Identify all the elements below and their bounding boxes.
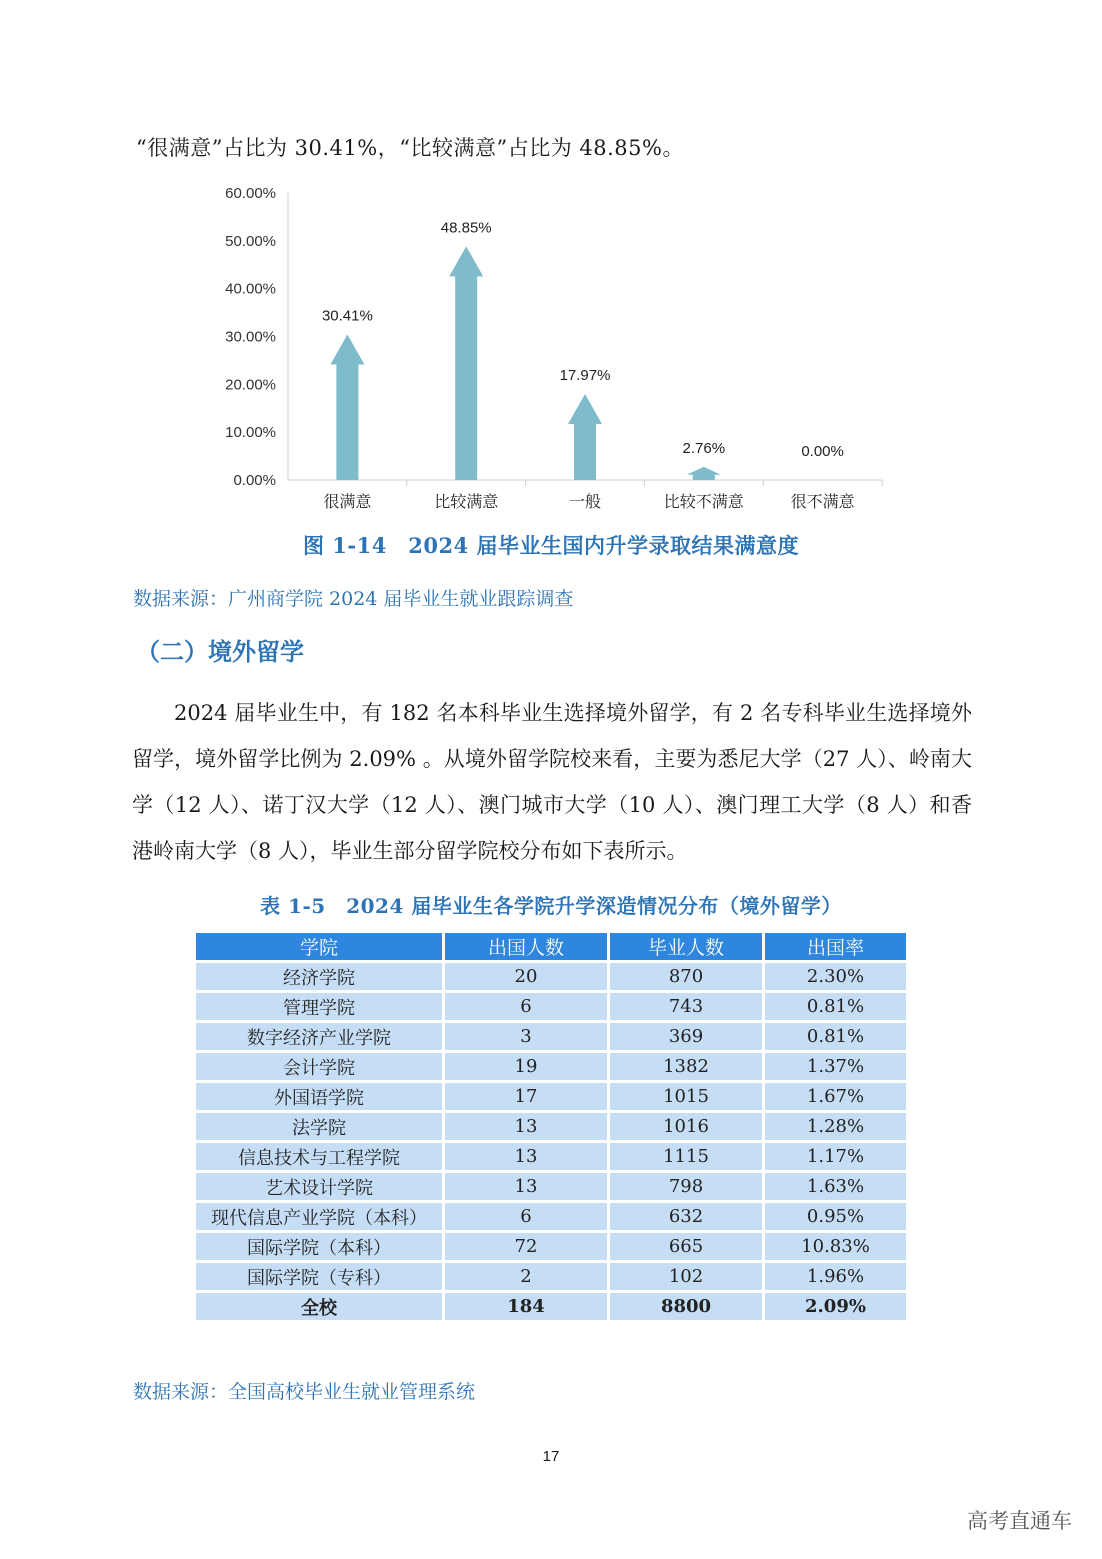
cell-college: 国际学院（本科） bbox=[196, 1233, 442, 1260]
cell-abroad-count: 6 bbox=[445, 993, 607, 1020]
cell-graduate-count: 102 bbox=[610, 1263, 762, 1290]
cell-abroad-rate: 1.67% bbox=[765, 1083, 906, 1110]
y-tick-label: 10.00% bbox=[225, 424, 276, 442]
cell-abroad-count: 2 bbox=[445, 1263, 607, 1290]
table-row bbox=[196, 1263, 906, 1290]
table-row bbox=[196, 1053, 906, 1080]
table-body bbox=[196, 963, 906, 1320]
cell-college: 法学院 bbox=[196, 1113, 442, 1140]
table-row bbox=[196, 963, 906, 990]
figure-source: 数据来源：广州商学院 2024 届毕业生就业跟踪调查 bbox=[133, 588, 574, 610]
cell-college: 数字经济产业学院 bbox=[196, 1023, 442, 1050]
cell-graduate-count: 1115 bbox=[610, 1143, 762, 1170]
table-row bbox=[196, 1023, 906, 1050]
cell-abroad-rate: 1.63% bbox=[765, 1173, 906, 1200]
page-number: 17 bbox=[542, 1448, 560, 1465]
table-source: 数据来源：全国高校毕业生就业管理系统 bbox=[133, 1381, 476, 1403]
cell-abroad-count: 13 bbox=[445, 1143, 607, 1170]
x-category-label: 一般 bbox=[568, 494, 602, 511]
section-heading: （二）境外留学 bbox=[136, 637, 304, 666]
satisfaction-bar-chart bbox=[200, 180, 900, 525]
y-tick-label: 0.00% bbox=[233, 472, 276, 489]
table-total-row bbox=[196, 1293, 906, 1320]
cell-college: 国际学院（专科） bbox=[196, 1263, 442, 1290]
total-graduate-count: 8800 bbox=[610, 1293, 762, 1320]
header-abroad-count: 出国人数 bbox=[445, 933, 607, 960]
total-abroad-count: 184 bbox=[445, 1293, 607, 1320]
cell-college: 会计学院 bbox=[196, 1053, 442, 1080]
cell-graduate-count: 665 bbox=[610, 1233, 762, 1260]
table-row bbox=[196, 1113, 906, 1140]
cell-abroad-rate: 0.81% bbox=[765, 993, 906, 1020]
cell-abroad-rate: 0.95% bbox=[765, 1203, 906, 1230]
bar-比较不满意 bbox=[687, 467, 721, 480]
table-row bbox=[196, 1203, 906, 1230]
table-row bbox=[196, 993, 906, 1020]
cell-abroad-count: 17 bbox=[445, 1083, 607, 1110]
cell-graduate-count: 1015 bbox=[610, 1083, 762, 1110]
cell-abroad-rate: 10.83% bbox=[765, 1233, 906, 1260]
cell-abroad-count: 13 bbox=[445, 1113, 607, 1140]
total-college: 全校 bbox=[196, 1293, 442, 1320]
bar-很满意 bbox=[330, 335, 364, 480]
cell-graduate-count: 743 bbox=[610, 993, 762, 1020]
cell-abroad-count: 3 bbox=[445, 1023, 607, 1050]
cell-college: 信息技术与工程学院 bbox=[196, 1143, 442, 1170]
cell-abroad-count: 20 bbox=[445, 963, 607, 990]
bar-一般 bbox=[568, 394, 602, 480]
data-label: 48.85% bbox=[440, 219, 492, 237]
y-tick-label: 30.00% bbox=[225, 328, 276, 346]
table-row bbox=[196, 1233, 906, 1260]
data-label: 2.76% bbox=[682, 439, 726, 457]
cell-abroad-count: 72 bbox=[445, 1233, 607, 1260]
total-abroad-rate: 2.09% bbox=[765, 1293, 906, 1320]
table-row bbox=[196, 1173, 906, 1200]
cell-abroad-rate: 1.17% bbox=[765, 1143, 906, 1170]
cell-college: 管理学院 bbox=[196, 993, 442, 1020]
cell-abroad-count: 6 bbox=[445, 1203, 607, 1230]
header-abroad-rate: 出国率 bbox=[765, 933, 906, 960]
x-category-label: 比较满意 bbox=[434, 494, 499, 511]
y-tick-label: 20.00% bbox=[225, 376, 276, 394]
y-tick-label: 40.00% bbox=[225, 280, 276, 298]
data-label: 17.97% bbox=[559, 367, 611, 385]
paragraph-text: 2024 届毕业生中，有 182 名本科毕业生选择境外留学，有 2 名专科毕业生选择境外留学，境外留学比例为 2.09% 。从境外留学院校来看，主要为悉尼大学（27 人）、岭南大学（12 人）、诺丁汉大学（12 人）、澳门城市大学（10 人）、澳门理工大学（8 人）和香港岭南大学（8 人），毕业生部分留学院校分布如下表所示。 bbox=[132, 701, 972, 863]
cell-abroad-count: 13 bbox=[445, 1173, 607, 1200]
cell-abroad-rate: 1.28% bbox=[765, 1113, 906, 1140]
x-category-label: 很不满意 bbox=[790, 494, 855, 511]
figure-caption: 图 1-14 2024 届毕业生国内升学录取结果满意度 bbox=[302, 533, 800, 558]
cell-graduate-count: 798 bbox=[610, 1173, 762, 1200]
data-label: 0.00% bbox=[801, 443, 844, 460]
table-row bbox=[196, 1143, 906, 1170]
x-category-label: 很满意 bbox=[323, 494, 372, 511]
cell-abroad-count: 19 bbox=[445, 1053, 607, 1080]
cell-college: 艺术设计学院 bbox=[196, 1173, 442, 1200]
cell-graduate-count: 1016 bbox=[610, 1113, 762, 1140]
intro-line: “很满意”占比为 30.41%，“比较满意”占比为 48.85%。 bbox=[136, 136, 684, 160]
y-tick-label: 50.00% bbox=[225, 232, 276, 250]
cell-graduate-count: 369 bbox=[610, 1023, 762, 1050]
header-graduate-count: 毕业人数 bbox=[610, 933, 762, 960]
cell-college: 现代信息产业学院（本科） bbox=[196, 1203, 442, 1230]
cell-abroad-rate: 1.96% bbox=[765, 1263, 906, 1290]
x-category-label: 比较不满意 bbox=[663, 494, 744, 511]
data-label: 30.41% bbox=[321, 307, 373, 325]
study-abroad-table bbox=[193, 930, 909, 1323]
cell-college: 外国语学院 bbox=[196, 1083, 442, 1110]
cell-abroad-rate: 1.37% bbox=[765, 1053, 906, 1080]
table-header-row bbox=[196, 933, 906, 960]
cell-graduate-count: 870 bbox=[610, 963, 762, 990]
bar-比较满意 bbox=[449, 246, 483, 480]
cell-abroad-rate: 0.81% bbox=[765, 1023, 906, 1050]
watermark: 高考直通车 bbox=[967, 1509, 1072, 1533]
body-paragraph bbox=[132, 690, 972, 874]
header-college: 学院 bbox=[196, 933, 442, 960]
table-caption: 表 1-5 2024 届毕业生各学院升学深造情况分布（境外留学） bbox=[260, 894, 842, 918]
cell-graduate-count: 1382 bbox=[610, 1053, 762, 1080]
y-tick-label: 60.00% bbox=[225, 185, 276, 202]
cell-graduate-count: 632 bbox=[610, 1203, 762, 1230]
cell-abroad-rate: 2.30% bbox=[765, 963, 906, 990]
table-row bbox=[196, 1083, 906, 1110]
cell-college: 经济学院 bbox=[196, 963, 442, 990]
